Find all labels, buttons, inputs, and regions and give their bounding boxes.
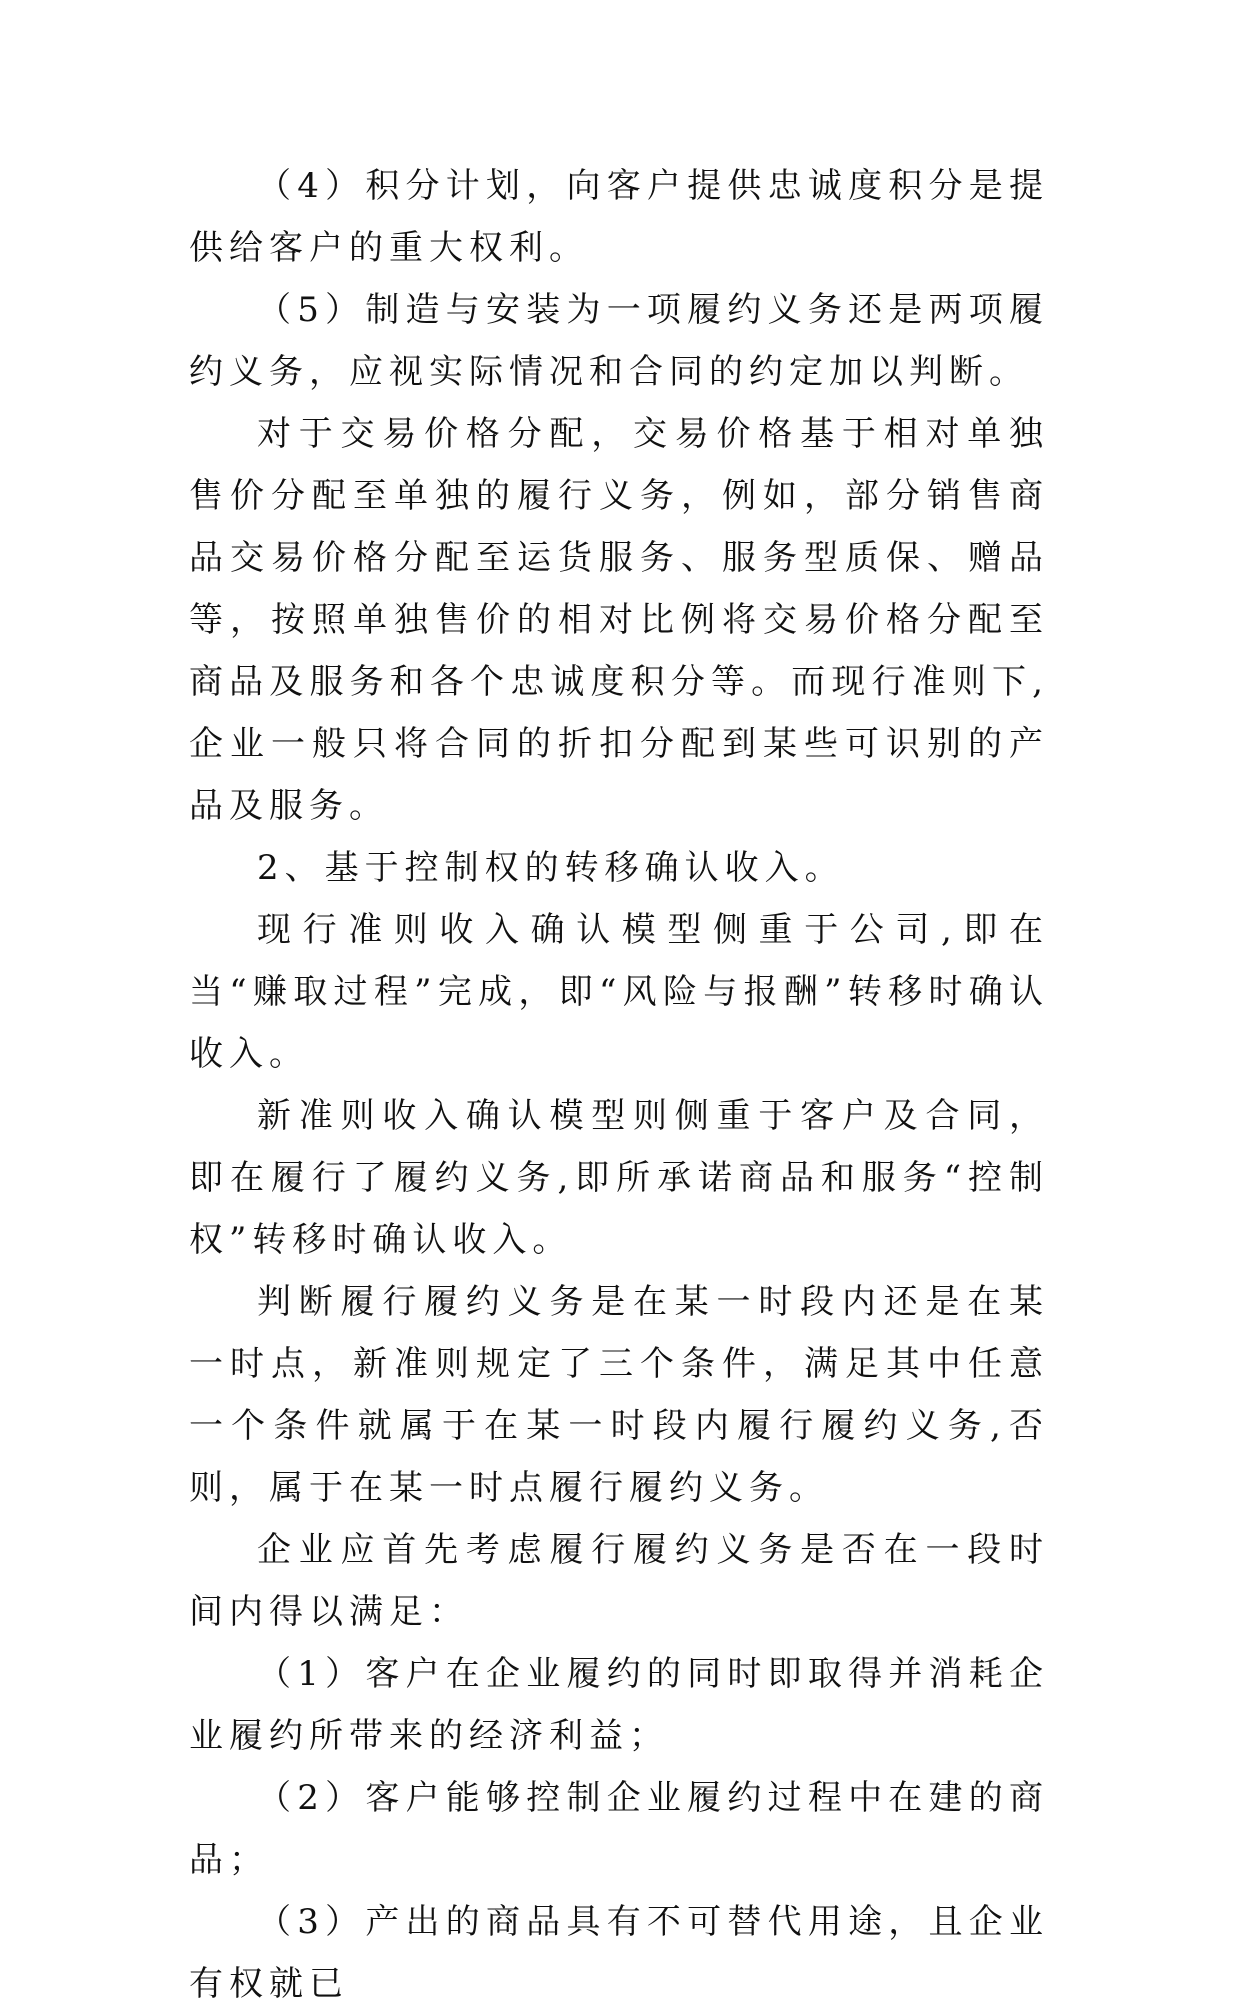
paragraph-item-5-manufacture-install: （5）制造与安装为一项履约义务还是两项履约义务，应视实际情况和合同的约定加以判断。	[189, 290, 1049, 392]
paragraph-item-4-points-plan: （4）积分计划，向客户提供忠诚度积分是提供给客户的重大权利。	[189, 166, 1049, 268]
paragraph-new-standard: 新准则收入确认模型则侧重于客户及合同，即在履行了履约义务,即所承诺商品和服务“控制权”转移时确认收入。	[189, 1096, 1049, 1260]
paragraph-section-2-heading: 2、基于控制权的转移确认收入。	[257, 848, 845, 888]
paragraph-condition-1: （1）客户在企业履约的同时即取得并消耗企业履约所带来的经济利益；	[189, 1654, 1049, 1756]
paragraph-condition-3: （3）产出的商品具有不可替代用途，且企业有权就已	[189, 1902, 1049, 2004]
paragraph-enterprise-consideration: 企业应首先考虑履行履约义务是否在一段时间内得以满足：	[189, 1530, 1049, 1632]
paragraph-condition-2: （2）客户能够控制企业履约过程中在建的商品；	[189, 1778, 1049, 1880]
paragraph-judgment-conditions: 判断履行履约义务是在某一时段内还是在某一时点，新准则规定了三个条件，满足其中任意一个条件就属于在某一时段内履行履约义务,否则，属于在某一时点履行履约义务。	[189, 1282, 1049, 1508]
paragraph-price-allocation: 对于交易价格分配，交易价格基于相对单独售价分配至单独的履行义务，例如，部分销售商品交易价格分配至运货服务、服务型质保、赠品等，按照单独售价的相对比例将交易价格分配至商品及服务和各个忠诚度积分等。而现行准则下,企业一般只将合同的折扣分配到某些可识别的产品及服务。	[189, 414, 1049, 826]
document-page	[189, 155, 1049, 2015]
paragraph-current-standard: 现行准则收入确认模型侧重于公司,即在当“赚取过程”完成，即“风险与报酬”转移时确认收入。	[189, 910, 1049, 1074]
